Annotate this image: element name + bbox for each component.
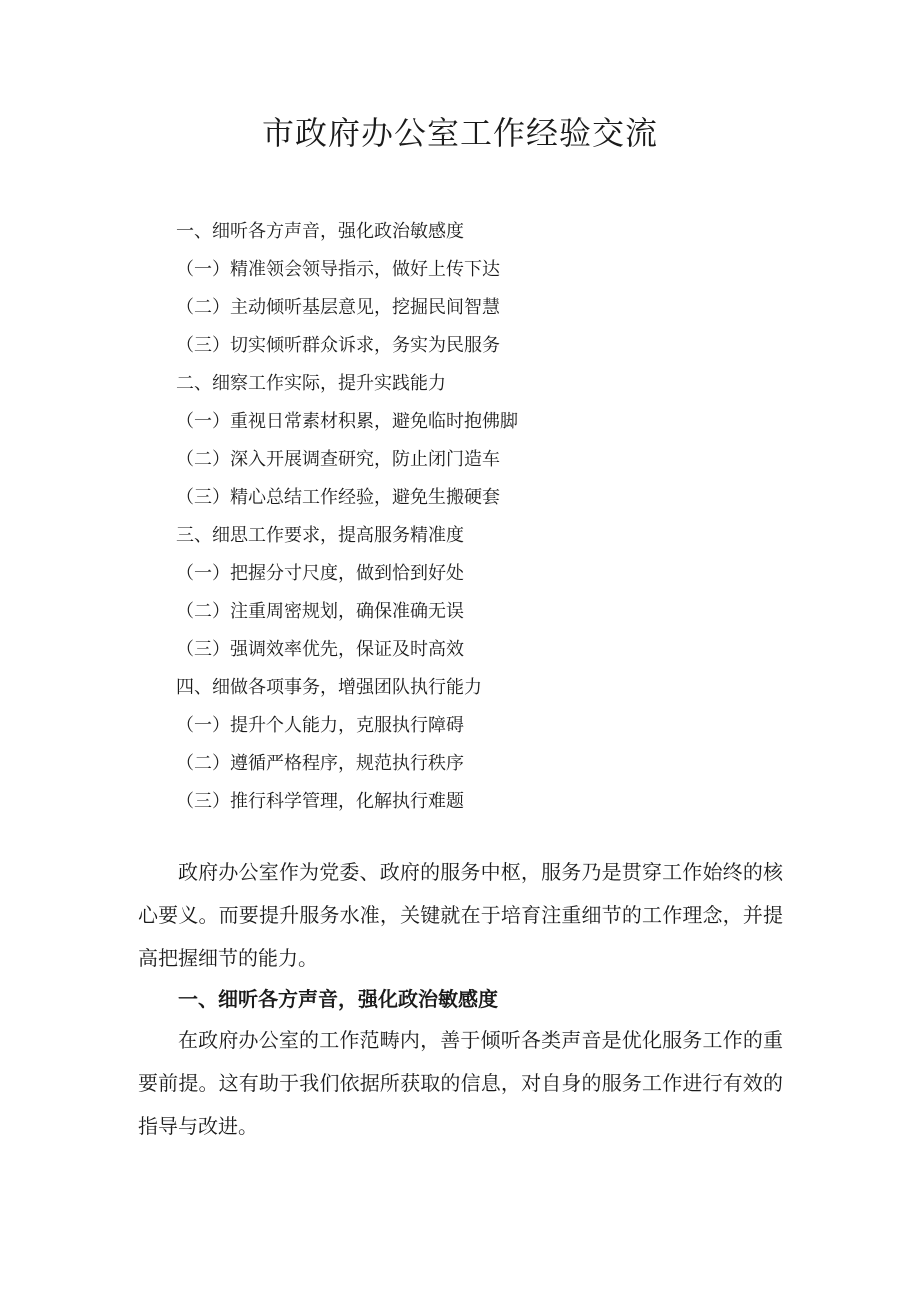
outline-item: （二）深入开展调查研究，防止闭门造车	[176, 449, 500, 470]
outline-item: （一）重视日常素材积累，避免临时抱佛脚	[176, 411, 518, 432]
outline-item: （三）精心总结工作经验，避免生搬硬套	[176, 487, 500, 508]
outline-item: （三）推行科学管理，化解执行难题	[176, 791, 464, 812]
outline-item: 一、细听各方声音，强化政治敏感度	[176, 221, 464, 242]
outline-item: 四、细做各项事务，增强团队执行能力	[176, 677, 482, 698]
outline-item: （一）把握分寸尺度，做到恰到好处	[176, 563, 464, 584]
outline-item: 二、细察工作实际，提升实践能力	[176, 373, 446, 394]
outline-item: （二）注重周密规划，确保准确无误	[176, 601, 464, 622]
intro-paragraph: 政府办公室作为党委、政府的服务中枢，服务乃是贯穿工作始终的核心要义。而要提升服务水准，关键就在于培育注重细节的工作理念，并提高把握细节的能力。	[138, 860, 783, 970]
outline-item: （一）提升个人能力，克服执行障碍	[176, 715, 464, 736]
document-title: 市政府办公室工作经验交流	[261, 114, 658, 152]
outline-item: （三）强调效率优先，保证及时高效	[176, 639, 464, 660]
section-heading: 一、细听各方声音，强化政治敏感度	[178, 987, 498, 1011]
outline-list	[176, 216, 796, 824]
outline-item: （一）精准领会领导指示，做好上传下达	[176, 259, 500, 280]
outline-item: （二）主动倾听基层意见，挖掘民间智慧	[176, 297, 500, 318]
outline-item: （二）遵循严格程序，规范执行秩序	[176, 753, 464, 774]
outline-item: 三、细思工作要求，提高服务精准度	[176, 525, 464, 546]
section-paragraph: 在政府办公室的工作范畴内，善于倾听各类声音是优化服务工作的重要前提。这有助于我们依据所获取的信息，对自身的服务工作进行有效的指导与改进。	[138, 1028, 783, 1138]
outline-item: （三）切实倾听群众诉求，务实为民服务	[176, 335, 500, 356]
